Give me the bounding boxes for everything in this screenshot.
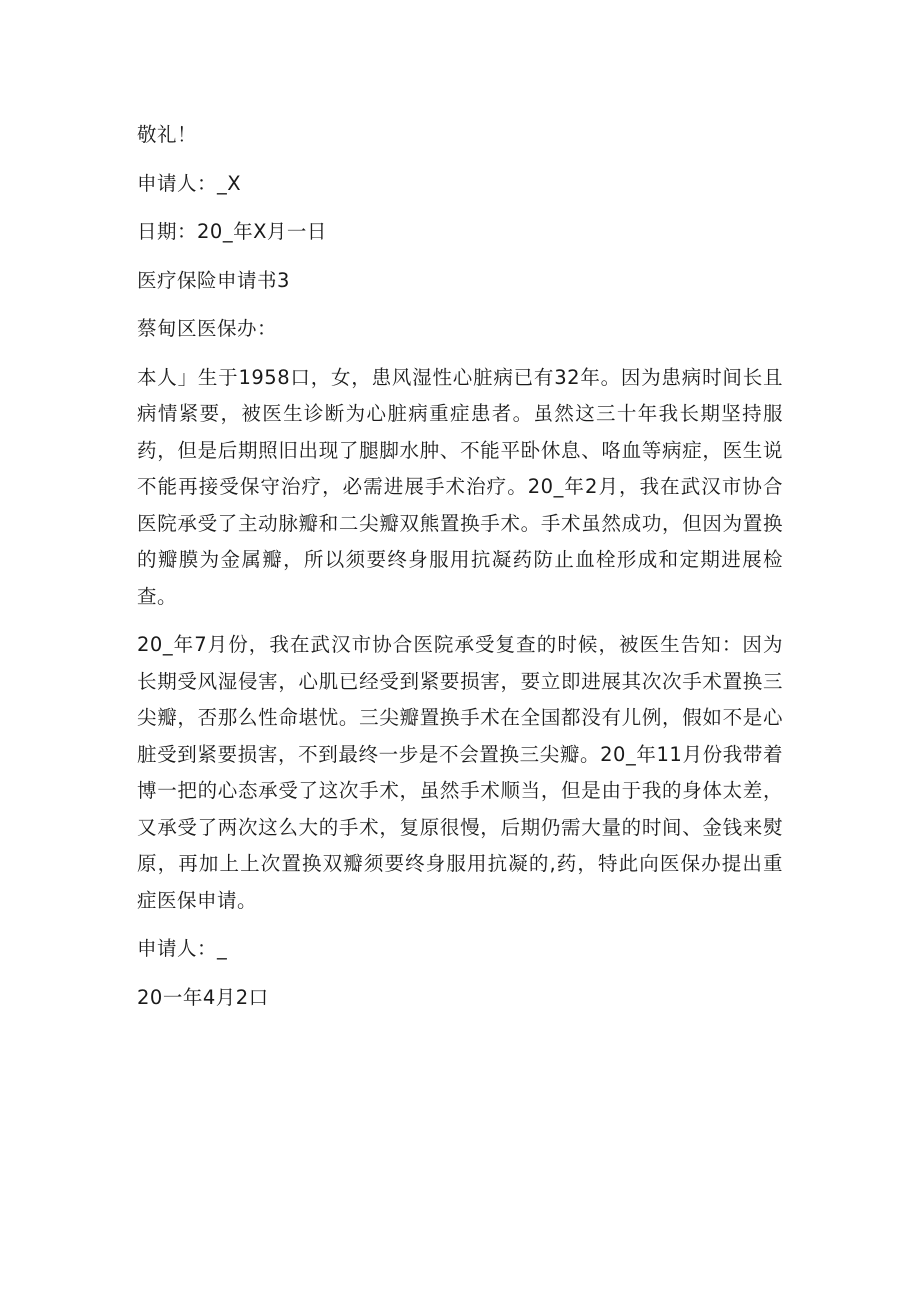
document-title: 医疗保险申请书3 [137,268,290,292]
document-body [137,117,783,1028]
signature-date: 20一年4月2口 [137,985,269,1009]
date-line: 日期：20_年X月一日 [137,220,327,243]
closing-salutation: 敬礼！ [137,123,198,146]
applicant-signature: 申请人：_ [137,937,228,960]
applicant-line: 申请人：_X [137,171,242,195]
body-paragraph: 20_年7月份，我在武汉市协合医院承受复查的时候，被医生告知：因为长期受风湿侵害，心肌已经受到紧要损害，要立即进展其次次手术置换三尖瓣，否那么性命堪忧。三尖瓣置换手术在全国都没有儿例，假如不是心脏受到紧要损害，不到最终一步是不会置换三尖瓣。20_年11月份我带着博一把的心态承受了这次手术，虽然手术顺当，但是由于我的身体太差，又承受了两次这么大的手术，复原很慢，后期仍需大量的时间、金钱来熨原，再加上上次置换双瓣须要终身服用抗凝的,药，特此向医保办提出重症医保申请。 [137,633,783,912]
addressee: 蔡甸区医保办： [137,317,278,340]
body-paragraph: 本人」生于1958口，女，患风湿性心脏病已有32年。因为患病时间长且病情紧要，被医生诊断为心脏病重症患者。虽然这三十年我长期坚持服药，但是后期照旧出现了腿脚水肿、不能平卧休息、咯血等病症，医生说不能再接受保守治疗，必需进展手术治疗。20_年2月，我在武汉市协合医院承受了主动脉瓣和二尖瓣双熊置换手术。手术虽然成功，但因为置换的瓣膜为金属瓣，所以须要终身服用抗凝药防止血栓形成和定期进展检查。 [137,365,783,608]
